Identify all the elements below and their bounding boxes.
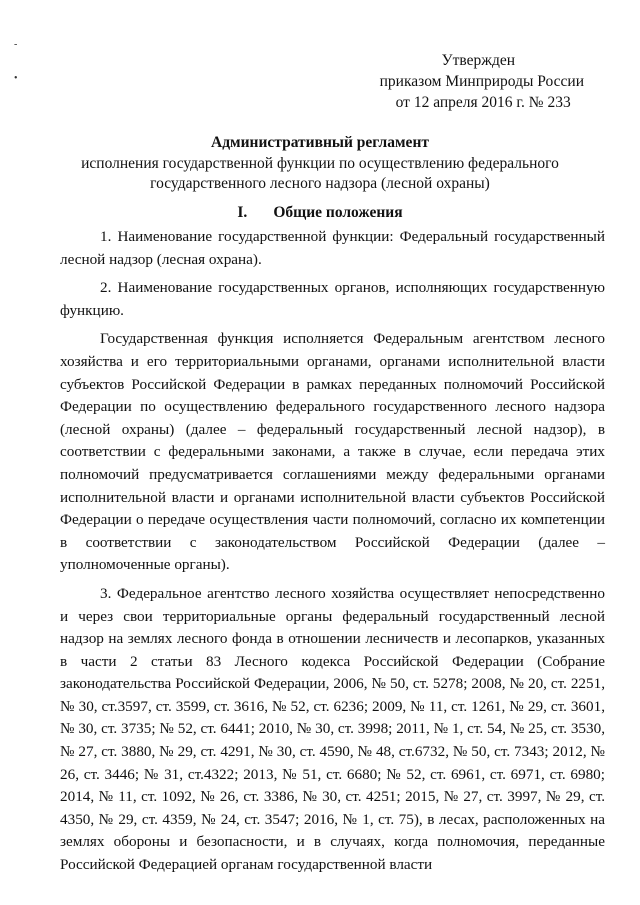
scan-mark-dot: • <box>14 73 18 84</box>
approval-block <box>380 50 584 113</box>
paragraph-3: Государственная функция исполняется Федеральным агентством лесного хозяйства и его территориальными органами, органами исполнительной власти субъектов Российской Федерации в рамках переданных полномочий Российской Федерации по осуществлению федерального государственного лесного надзора (лесной охраны) (далее – федеральный государственный лесной надзор), в соответствии с федеральными законами, а также в случае, если передача этих полномочий предусматривается соглашениями между федеральными органами исполнительной власти и органами исполнительной власти субъектов Российской Федерации о передаче осуществления части полномочий, согласно их компетенции в соответствии с законодательством Российской Федерации (далее – уполномоченные органы). <box>60 330 605 574</box>
approval-line-3: от 12 апреля 2016 г. № 233 <box>395 94 571 111</box>
paragraph-2: 2. Наименование государственных органов, исполняющих государственную функцию. <box>60 279 605 319</box>
section-heading <box>60 204 580 222</box>
section-title: Общие положения <box>273 204 403 221</box>
document-title: Административный регламент <box>211 134 429 151</box>
section-number: I. <box>237 204 248 221</box>
approval-line-2: приказом Минприроды России <box>379 73 584 90</box>
scan-mark-top: - <box>14 39 18 50</box>
paragraph-4: 3. Федеральное агентство лесного хозяйства осуществляет непосредственно и через свои территориальные органы федеральный государственный лесной надзор на землях лесного фонда в отношении лесничеств и лесопарков, указанных в части 2 статьи 83 Лесного кодекса Российской Федерации (Собрание законодательства Российской Федерации, 2006, № 50, ст. 5278; 2008, № 20, ст. 2251, № 30, ст.3597, ст. 3599, ст. 3616, № 52, ст. 6236; 2009, № 11, ст. 1261, № 29, ст. 3601, № 30, ст. 3735; № 52, ст. 6441; 2010, № 30, ст. 3998; 2011, № 1, ст. 54, № 25, ст. 3530, № 27, ст. 3880, № 29, ст. 4291, № 30, ст. 4590, № 48, ст.6732, № 50, ст. 7343; 2012, № 26, ст. 3446; № 31, ст.4322; 2013, № 51, ст. 6680; № 52, ст. 6961, ст. 6971, ст. 6980; 2014, № 11, ст. 1092, № 26, ст. 3386, № 30, ст. 4251; 2015, № 27, ст. 3997, № 29, ст. 4350, № 29, ст. 4359, № 24, ст. 3547; 2016, № 1, ст. 75), в лесах, расположенных на землях обороны и безопасности, и в случаях, когда полномочия, переданные Российской Федерацией органам государственной власти <box>60 584 605 874</box>
paragraph-1: 1. Наименование государственной функции: Федеральный государственный лесной надзор (лесная охрана). <box>60 228 605 268</box>
approval-line-1: Утвержден <box>441 52 516 69</box>
subtitle-line-2: государственного лесного надзора (лесной охраны) <box>150 175 490 192</box>
body-text <box>60 226 605 877</box>
scan-marks <box>14 28 18 96</box>
subtitle-line-1: исполнения государственной функции по осуществлению федерального <box>81 155 559 172</box>
document-subtitle <box>60 154 580 194</box>
